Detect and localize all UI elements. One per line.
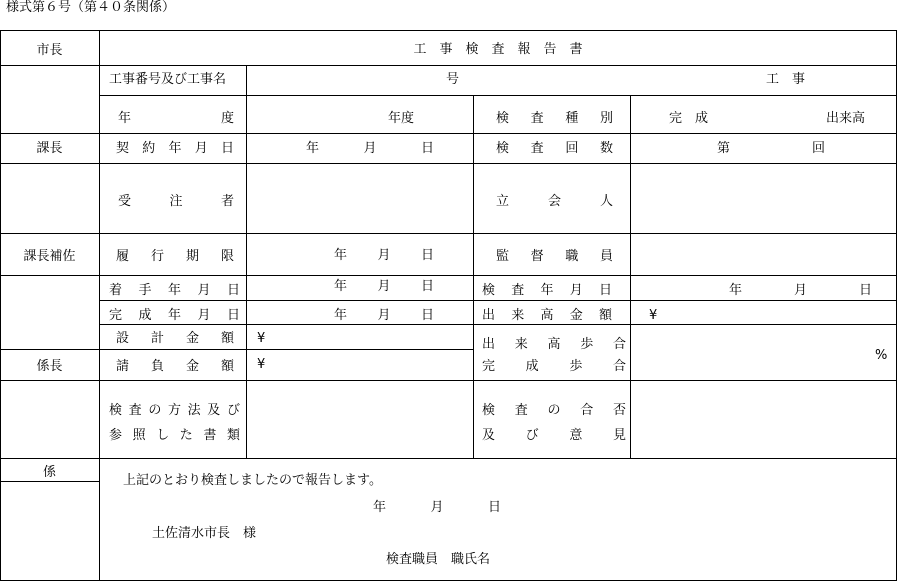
completion-date-label <box>109 308 240 324</box>
label-char: 査 <box>128 403 142 418</box>
progress-rate-label-2 <box>482 359 626 375</box>
project-label: 工事番号及び工事名 <box>109 72 227 87</box>
divider <box>99 300 897 301</box>
label-char: び <box>525 428 539 443</box>
label-char: 種 <box>565 111 579 126</box>
divider <box>0 481 99 482</box>
label-char: 来 <box>511 308 525 323</box>
design-amount-yen: ¥ <box>257 331 266 346</box>
label-char: 査 <box>511 283 525 298</box>
inspection-type-complete: 完 成 <box>669 111 709 126</box>
label-char: 査 <box>530 141 544 156</box>
approver-assistant-chief: 課長補佐 <box>23 249 76 264</box>
label-char: の <box>547 403 561 418</box>
date-part: 月 <box>377 248 391 263</box>
label-char: 額 <box>598 308 612 323</box>
project-number-suffix: 号 <box>446 72 460 87</box>
date-part: 月 <box>363 141 377 156</box>
label-char: 日 <box>226 308 240 323</box>
label-char: 人 <box>599 194 613 209</box>
label-char: 歩 <box>569 359 583 374</box>
divider <box>630 95 631 458</box>
fiscal-year-label <box>118 111 234 127</box>
divider <box>0 349 99 350</box>
date-part: 日 <box>487 500 501 515</box>
label-char: 注 <box>169 194 183 209</box>
approver-mayor: 市長 <box>36 43 63 58</box>
divider <box>99 380 897 381</box>
divider <box>99 95 897 96</box>
design-amount-label <box>116 331 234 347</box>
date-part: 年 <box>334 308 348 323</box>
label-char: 出 <box>482 337 496 352</box>
label-char: 受 <box>118 194 132 209</box>
start-date-label <box>109 283 240 299</box>
label-char: 検 <box>496 141 510 156</box>
label-char: 完 <box>109 308 123 323</box>
label-char: 方 <box>167 403 181 418</box>
inspection-count-label <box>496 141 613 157</box>
label-char: 歩 <box>580 337 594 352</box>
approver-section-chief: 課長 <box>36 141 63 156</box>
divider <box>0 163 99 164</box>
label-char: 査 <box>514 403 528 418</box>
label-char: 者 <box>220 194 234 209</box>
progress-rate-label-1 <box>482 337 626 353</box>
divider <box>99 324 897 325</box>
inspection-date-label <box>482 283 612 299</box>
label-char: 年 <box>540 283 554 298</box>
label-char: 検 <box>109 403 123 418</box>
date-part: 日 <box>858 283 872 298</box>
divider <box>99 133 897 134</box>
label-char: 年 <box>118 111 132 126</box>
label-char: 否 <box>612 403 626 418</box>
date-part: 日 <box>420 141 434 156</box>
label-char: 法 <box>187 403 201 418</box>
label-char: 検 <box>482 403 496 418</box>
date-part: 月 <box>377 308 391 323</box>
label-char: 行 <box>150 249 164 264</box>
divider <box>246 65 247 458</box>
contract-date-value <box>306 141 434 157</box>
date-part: 日 <box>420 279 434 294</box>
label-char: 数 <box>599 141 613 156</box>
date-part: 月 <box>430 500 444 515</box>
label-char: 請 <box>116 359 130 374</box>
label-char: 月 <box>194 141 208 156</box>
divider <box>99 163 897 164</box>
divider <box>99 233 897 234</box>
label-char: 書 <box>203 428 217 443</box>
date-part: 日 <box>420 308 434 323</box>
label-char: 検 <box>496 111 510 126</box>
label-char: 合 <box>612 359 626 374</box>
label-char: 照 <box>132 428 146 443</box>
label-char: 検 <box>482 283 496 298</box>
report-statement: 上記のとおり検査しましたので報告します。 <box>123 473 382 488</box>
date-part: 年 <box>334 279 348 294</box>
label-char: 高 <box>540 308 554 323</box>
page-title: 工 事 検 査 報 告 書 <box>413 42 583 57</box>
progress-amount-yen: ¥ <box>649 308 658 323</box>
label-char: 回 <box>811 141 825 156</box>
date-part: 年 <box>729 283 743 298</box>
label-char: 督 <box>530 249 544 264</box>
performance-period-label <box>116 249 234 265</box>
label-char: 金 <box>185 359 199 374</box>
date-part: 年 <box>334 248 348 263</box>
label-char: 負 <box>150 359 164 374</box>
label-char: 月 <box>197 283 211 298</box>
label-char: 手 <box>138 283 152 298</box>
inspection-count-value <box>717 141 825 157</box>
label-char: 額 <box>220 359 234 374</box>
progress-amount-label <box>482 308 612 324</box>
performance-period-value <box>334 248 434 264</box>
label-char: 類 <box>226 428 240 443</box>
label-char: 及 <box>482 428 496 443</box>
label-char: 月 <box>569 283 583 298</box>
label-char: 月 <box>197 308 211 323</box>
divider <box>473 95 474 458</box>
label-char: 計 <box>150 331 164 346</box>
label-char: 年 <box>168 141 182 156</box>
label-char: 日 <box>598 283 612 298</box>
date-part: 年 <box>373 500 387 515</box>
contract-amount-label <box>116 359 234 375</box>
divider <box>0 133 99 134</box>
label-char: 約 <box>142 141 156 156</box>
approver-sub-chief: 係長 <box>36 359 63 374</box>
method-label-2 <box>109 428 240 444</box>
result-label-2 <box>482 428 626 444</box>
start-date-value <box>334 279 434 295</box>
divider <box>99 349 473 350</box>
label-char: 日 <box>220 141 234 156</box>
divider <box>0 233 99 234</box>
label-char: 出 <box>482 308 496 323</box>
label-char: 別 <box>599 111 613 126</box>
label-char: 成 <box>138 308 152 323</box>
project-suffix: 工 事 <box>766 72 806 87</box>
label-char: 員 <box>599 249 613 264</box>
label-char: 着 <box>109 283 123 298</box>
date-part: 月 <box>377 279 391 294</box>
label-char: た <box>179 428 193 443</box>
divider <box>0 458 99 459</box>
label-char: 成 <box>525 359 539 374</box>
label-char: 年 <box>167 283 181 298</box>
label-char: 意 <box>569 428 583 443</box>
label-char: 第 <box>717 141 731 156</box>
label-char: 査 <box>530 111 544 126</box>
supervisor-label <box>496 249 613 265</box>
label-char: 高 <box>547 337 561 352</box>
label-char: し <box>156 428 170 443</box>
result-label-1 <box>482 403 626 419</box>
completion-date-value <box>334 308 434 324</box>
fiscal-year-value: 年度 <box>388 111 415 126</box>
contract-amount-yen: ¥ <box>257 357 266 372</box>
label-char: 立 <box>496 194 510 209</box>
report-date <box>373 500 501 516</box>
inspection-type-label <box>496 111 613 127</box>
label-char: 契 <box>116 141 130 156</box>
label-char: 金 <box>569 308 583 323</box>
label-char: 来 <box>514 337 528 352</box>
label-char: 及 <box>207 403 221 418</box>
contract-date-label <box>116 141 234 157</box>
label-char: 監 <box>496 249 510 264</box>
date-part: 月 <box>793 283 807 298</box>
divider <box>0 65 99 66</box>
form-header: 様式第６号（第４０条関係） <box>6 0 176 15</box>
label-char: 会 <box>547 194 561 209</box>
label-char: 職 <box>565 249 579 264</box>
approver-column-divider <box>99 30 100 581</box>
divider <box>99 458 897 459</box>
label-char: 度 <box>220 111 234 126</box>
label-char: 合 <box>580 403 594 418</box>
divider <box>0 380 99 381</box>
label-char: び <box>226 403 240 418</box>
divider <box>0 275 99 276</box>
label-char: 完 <box>482 359 496 374</box>
label-char: 回 <box>565 141 579 156</box>
label-char: 日 <box>226 283 240 298</box>
label-char: 年 <box>167 308 181 323</box>
progress-rate-percent: % <box>875 348 888 363</box>
report-addressee: 土佐清水市長 様 <box>152 526 257 541</box>
witness-label <box>496 194 613 210</box>
date-part: 日 <box>420 248 434 263</box>
report-signer: 検査職員 職氏名 <box>386 552 491 567</box>
approver-staff: 係 <box>42 465 56 480</box>
divider <box>99 65 897 66</box>
contractor-label <box>118 194 234 210</box>
label-char: 金 <box>185 331 199 346</box>
inspection-type-partial: 出来高 <box>826 111 866 126</box>
label-char: 期 <box>185 249 199 264</box>
label-char: 見 <box>612 428 626 443</box>
label-char: 合 <box>612 337 626 352</box>
date-part: 年 <box>306 141 320 156</box>
label-char: 履 <box>116 249 130 264</box>
label-char: 設 <box>116 331 130 346</box>
inspection-date-value <box>729 283 872 299</box>
divider <box>99 275 897 276</box>
label-char: の <box>148 403 162 418</box>
label-char: 限 <box>220 249 234 264</box>
method-label-1 <box>109 403 240 419</box>
label-char: 額 <box>220 331 234 346</box>
label-char: 参 <box>109 428 123 443</box>
